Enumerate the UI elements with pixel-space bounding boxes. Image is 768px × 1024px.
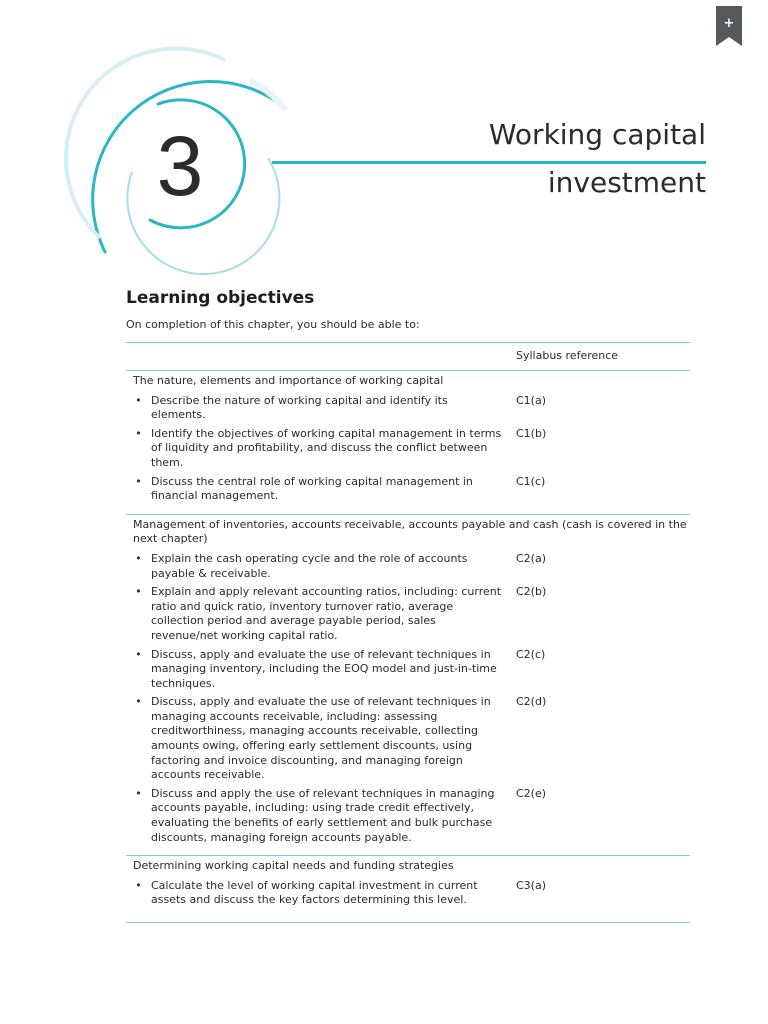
- bookmark-icon: [716, 6, 742, 46]
- bullet-icon: •: [135, 474, 142, 488]
- objective-text: Discuss, apply and evaluate the use of relevant techniques in managing inventory, including the EOQ model and just-in-time techniques.: [151, 647, 497, 690]
- bullet-icon: •: [135, 647, 142, 661]
- objective-item: [126, 427, 690, 471]
- objective-text: Discuss, apply and evaluate the use of relevant techniques in managing accounts receivable, including: assessing creditworthiness, managing accounts receivable, collecting amounts owing, offering early settlement discounts, using factoring and invoice discounting, and managing foreign accounts receivable.: [151, 695, 491, 782]
- section-title: Management of inventories, accounts receivable, accounts payable and cash (cash is covered in the next chapter): [133, 517, 687, 546]
- bullet-icon: •: [135, 786, 142, 800]
- syllabus-ref: C2(c): [516, 647, 546, 661]
- objective-item: [126, 585, 690, 643]
- bullet-icon: •: [135, 878, 142, 892]
- objective-section: [126, 856, 690, 918]
- objective-text: Discuss and apply the use of relevant techniques in managing accounts payable, including: using trade credit effectively, evaluating the benefits of early settlement and bulk purchase discounts, managing foreign accounts payable.: [151, 786, 495, 844]
- table-rule: [126, 922, 690, 923]
- section-title: The nature, elements and importance of working capital: [133, 374, 444, 387]
- title-rule: [272, 161, 706, 164]
- syllabus-ref: C2(a): [516, 551, 547, 565]
- objective-text: Identify the objectives of working capital management in terms of liquidity and profitability, and discuss the conflict between them.: [151, 426, 502, 469]
- chapter-title-line1: Working capital: [488, 118, 706, 151]
- chapter-title-line2: investment: [547, 166, 706, 199]
- objective-text: Describe the nature of working capital and identify its elements.: [151, 393, 448, 422]
- objective-item: [126, 648, 690, 692]
- syllabus-ref: C3(a): [516, 878, 547, 892]
- syllabus-ref: C2(d): [516, 695, 547, 709]
- objective-text: Explain and apply relevant accounting ratios, including: current ratio and quick ratio, inventory turnover ratio, average collection period and average payable period, sales revenue/net working capital ratio.: [151, 585, 502, 642]
- bullet-icon: •: [135, 393, 142, 407]
- learning-objectives-heading: Learning objectives: [126, 288, 315, 308]
- objective-text: Calculate the level of working capital investment in current assets and discuss the key factors determining this level.: [151, 878, 478, 907]
- syllabus-ref: C2(e): [516, 786, 547, 800]
- learning-objectives-intro: On completion of this chapter, you should be able to:: [126, 318, 420, 331]
- objectives-table: [126, 342, 690, 923]
- syllabus-ref: C2(b): [516, 585, 547, 599]
- objective-item: [126, 475, 690, 504]
- chapter-number: 3: [156, 119, 204, 213]
- bullet-icon: •: [135, 585, 142, 599]
- syllabus-ref: C1(c): [516, 474, 546, 488]
- syllabus-ref: C1(a): [516, 393, 547, 407]
- bullet-icon: •: [135, 426, 142, 440]
- outer-arc-fade: [250, 80, 286, 110]
- objective-section: [126, 371, 690, 514]
- syllabus-reference-header: Syllabus reference: [516, 349, 619, 362]
- objective-item: [126, 787, 690, 845]
- bullet-icon: •: [135, 695, 142, 709]
- section-title: Determining working capital needs and funding strategies: [133, 859, 454, 873]
- objective-text: Explain the cash operating cycle and the role of accounts payable & receivable.: [151, 551, 468, 580]
- objective-item: [126, 695, 690, 783]
- bookmark-plus: +: [723, 16, 735, 31]
- objective-item: [126, 552, 690, 581]
- objective-item: [126, 879, 690, 908]
- bullet-icon: •: [135, 551, 142, 565]
- objective-item: [126, 394, 690, 423]
- objective-text: Discuss the central role of working capital management in financial management.: [151, 474, 473, 503]
- bookmark-button[interactable]: [716, 6, 742, 46]
- syllabus-ref: C1(b): [516, 426, 547, 440]
- objective-section: [126, 515, 690, 855]
- table-header: [126, 343, 690, 370]
